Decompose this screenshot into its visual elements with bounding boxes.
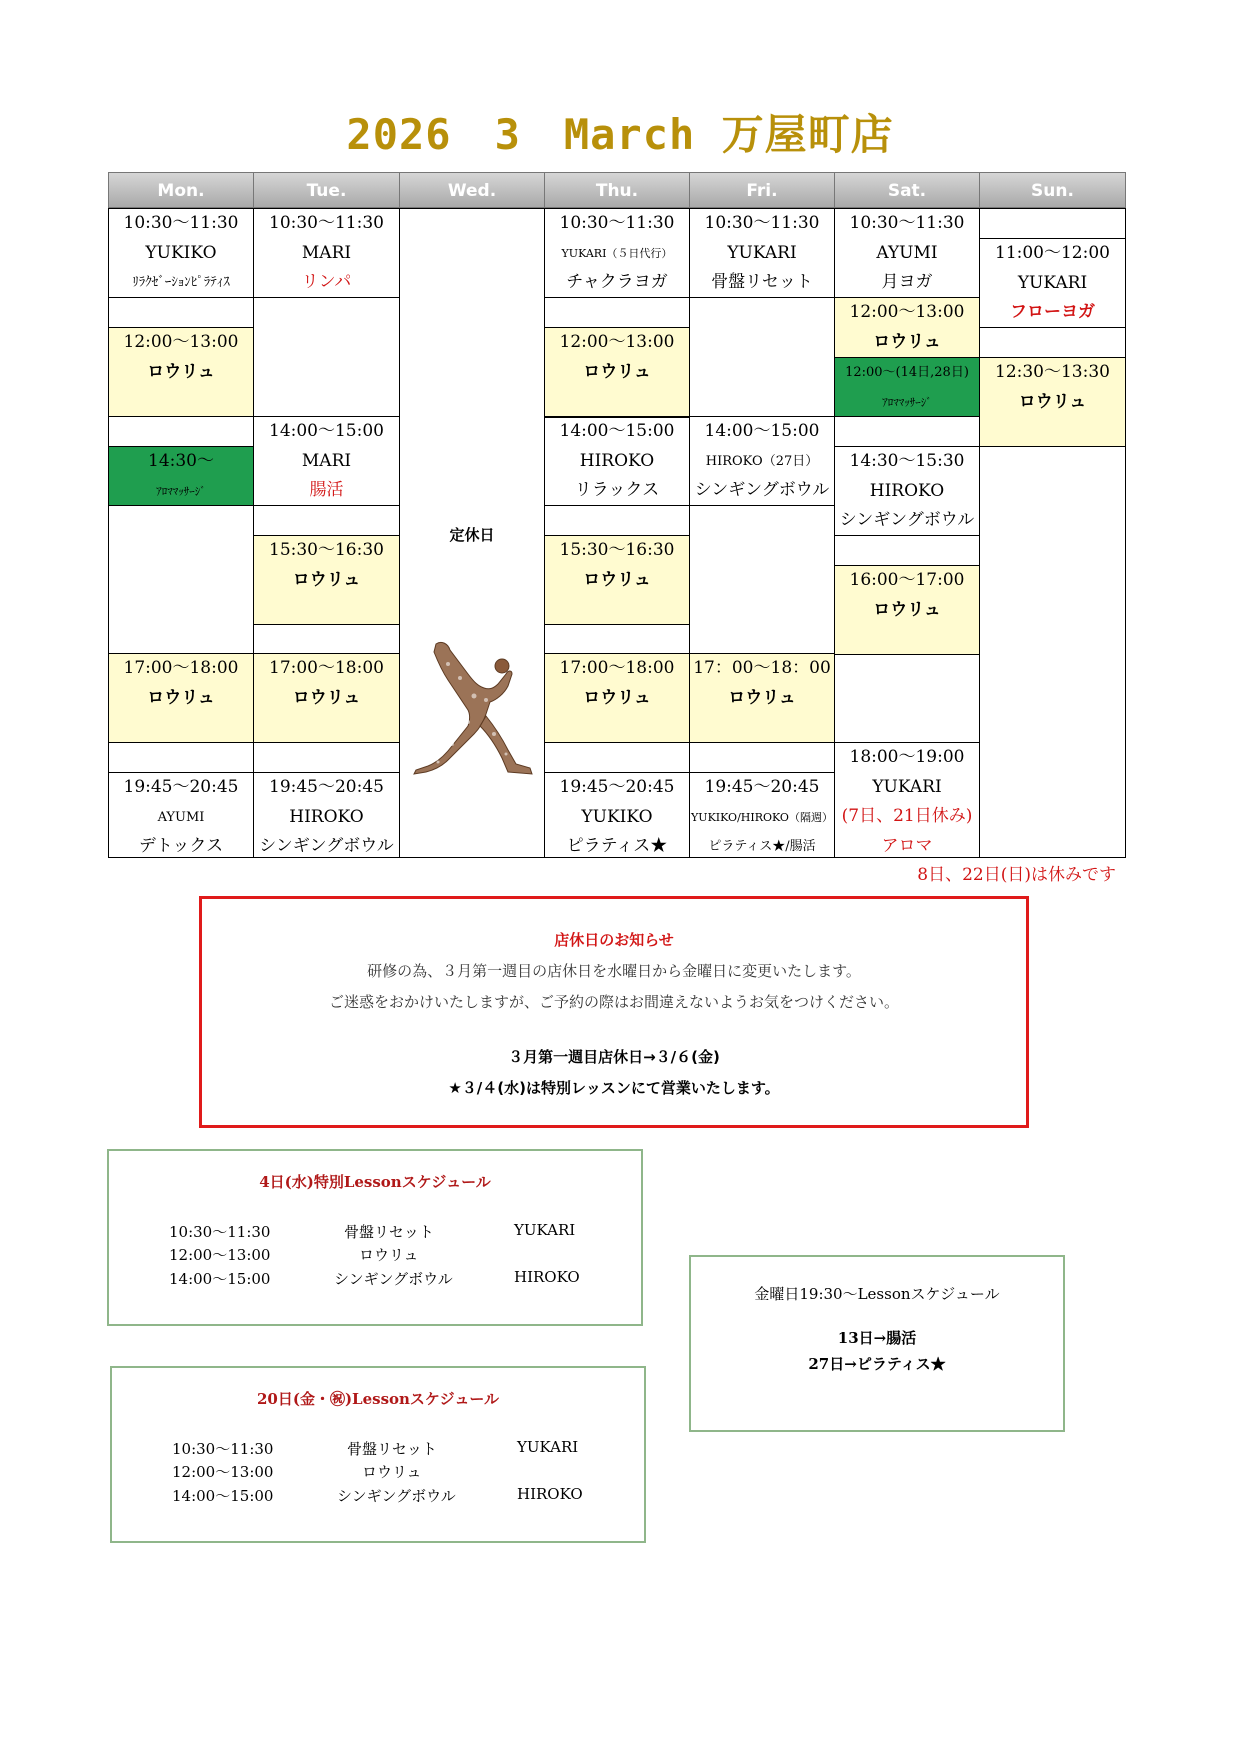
friday-lesson-line-2: 27日→ピラティス★ (808, 1355, 946, 1373)
mon-class-3: 14:30～ ｱﾛﾏﾏｯｻｰｼﾞ (108, 446, 254, 506)
sat-class-4: 14:30～15:30 HIROKO シンギングボウル (834, 446, 980, 536)
notice-line-4: ★３/４(水)は特別レッスンにて営業いたします。 (448, 1079, 780, 1097)
mon-class-2: 12:00～13:00 ロウリュ (108, 327, 254, 417)
tue-empty-2 (253, 505, 400, 536)
special-20-time-2: 12:00～13:00 (172, 1463, 274, 1481)
thu-class-2: 12:00～13:00 ロウリュ (544, 327, 690, 417)
closure-notice-box (199, 896, 1029, 1128)
friday-lesson-line-1: 13日→腸活 (837, 1329, 917, 1347)
header-fri: Fri. (689, 172, 835, 208)
thu-class-4: 15:30～16:30 ロウリュ (544, 535, 690, 625)
sat-class-3: 12:00～(14日,28日) ｱﾛﾏﾏｯｻｰｼﾞ (834, 357, 980, 417)
sat-empty-3 (834, 654, 980, 743)
tue-class-3: 15:30～16:30 ロウリュ (253, 535, 400, 625)
special-20-teacher-1: YUKARI (517, 1438, 579, 1456)
mon-class-5: 19:45～20:45 AYUMI デトックス (108, 772, 254, 858)
sat-class-2: 12:00～13:00 ロウリュ (834, 297, 980, 358)
fri-class-1: 10:30～11:30 YUKARI 骨盤リセット (689, 208, 835, 298)
thu-class-5: 17:00～18:00 ロウリュ (544, 653, 690, 743)
special-4-class-1: 骨盤リセット (344, 1223, 434, 1241)
sun-empty-1 (979, 208, 1126, 239)
mon-empty-2 (108, 416, 254, 447)
special-20-class-3: シンギングボウル (337, 1487, 456, 1505)
weekly-schedule-table (108, 172, 1126, 858)
wed-closed-cell (399, 208, 545, 858)
header-sun: Sun. (979, 172, 1126, 208)
special-4-time-1: 10:30～11:30 (169, 1223, 271, 1241)
special-20-time-1: 10:30～11:30 (172, 1440, 274, 1458)
special-lesson-20th-title: 20日(金・㊗)Lessonスケジュール (256, 1390, 500, 1408)
header-thu: Thu. (544, 172, 690, 208)
special-4-time-3: 14:00～15:00 (169, 1270, 271, 1288)
mon-class-4: 17:00～18:00 ロウリュ (108, 653, 254, 743)
tue-empty-4 (253, 742, 400, 773)
mon-class-1: 10:30～11:30 YUKIKO ﾘﾗｸｾﾞｰｼｮﾝﾋﾟﾗﾃｨｽ (108, 208, 254, 298)
tue-class-4: 17:00～18:00 ロウリュ (253, 653, 400, 743)
tue-class-5: 19:45～20:45 HIROKO シンギングボウル (253, 772, 400, 858)
fri-class-2: 14:00～15:00 HIROKO（27日） シンギングボウル (689, 416, 835, 506)
mon-empty-1 (108, 297, 254, 328)
tue-empty-3 (253, 624, 400, 654)
mon-empty-4 (108, 742, 254, 773)
special-4-time-2: 12:00～13:00 (169, 1246, 271, 1264)
sat-class-1: 10:30～11:30 AYUMI 月ヨガ (834, 208, 980, 298)
friday-lesson-box (689, 1255, 1065, 1432)
special-lesson-4th-box (107, 1149, 643, 1326)
special-20-class-1: 骨盤リセット (347, 1440, 437, 1458)
fri-empty-2 (689, 505, 835, 654)
sat-class-5: 16:00～17:00 ロウリュ (834, 565, 980, 655)
thu-class-3: 14:00～15:00 HIROKO リラックス (544, 416, 690, 506)
sat-class-6: 18:00～19:00 YUKARI (7日、21日休み) アロマ (834, 742, 980, 858)
special-20-class-2: ロウリュ (362, 1463, 422, 1481)
friday-lesson-title: 金曜日19:30～Lessonスケジュール (754, 1285, 1000, 1303)
fri-empty-3 (689, 742, 835, 773)
special-20-teacher-3: HIROKO (517, 1485, 583, 1503)
notice-line-1: 研修の為、３月第一週目の店休日を水曜日から金曜日に変更いたします。 (367, 962, 861, 980)
special-4-class-2: ロウリュ (359, 1246, 419, 1264)
sun-class-2: 12:30～13:30 ロウリュ (979, 357, 1126, 447)
special-4-teacher-1: YUKARI (514, 1221, 576, 1239)
yoga-pose-illustration (408, 634, 538, 779)
mon-empty-3 (108, 505, 254, 654)
thu-class-1: 10:30～11:30 YUKARI（５日代行） チャクラヨガ (544, 208, 690, 298)
special-4-teacher-3: HIROKO (514, 1268, 580, 1286)
fri-class-3: 17：00～18：00 ロウリュ (689, 653, 835, 743)
sun-class-1: 11:00～12:00 YUKARI フローヨガ (979, 238, 1126, 328)
special-20-time-3: 14:00～15:00 (172, 1487, 274, 1505)
notice-title: 店休日のお知らせ (554, 931, 674, 949)
sunday-closed-note: 8日、22日(日)は休みです (917, 865, 1116, 885)
special-4-class-3: シンギングボウル (334, 1270, 453, 1288)
tue-class-1: 10:30～11:30 MARI リンパ (253, 208, 400, 298)
thu-class-6: 19:45～20:45 YUKIKO ピラティス★ (544, 772, 690, 858)
fri-empty-1 (689, 297, 835, 417)
tue-class-2: 14:00～15:00 MARI 腸活 (253, 416, 400, 506)
tue-empty-1 (253, 297, 400, 417)
sat-empty-1 (834, 416, 980, 447)
special-lesson-4th-title: 4日(水)特別Lessonスケジュール (259, 1173, 491, 1191)
header-mon: Mon. (108, 172, 254, 208)
notice-line-3: ３月第一週目店休日→３/６(金) (508, 1048, 720, 1066)
page-title: 2026 3 March 万屋町店 (346, 110, 894, 159)
sun-empty-3 (979, 446, 1126, 858)
notice-line-2: ご迷惑をおかけいたしますが、ご予約の際はお間違えないようお気をつけください。 (328, 993, 899, 1011)
thu-empty-1 (544, 297, 690, 328)
wed-closed-label: 定休日 (449, 526, 495, 544)
header-tue: Tue. (253, 172, 400, 208)
header-sat: Sat. (834, 172, 980, 208)
thu-empty-5 (544, 742, 690, 773)
thu-empty-3 (544, 505, 690, 536)
fri-class-4: 19:45～20:45 YUKIKO/HIROKO（隔週） ピラティス★/腸活 (689, 772, 835, 858)
sun-empty-2 (979, 327, 1126, 358)
header-wed: Wed. (399, 172, 545, 208)
sat-empty-2 (834, 535, 980, 566)
special-lesson-20th-box (110, 1366, 646, 1543)
thu-empty-4 (544, 624, 690, 654)
